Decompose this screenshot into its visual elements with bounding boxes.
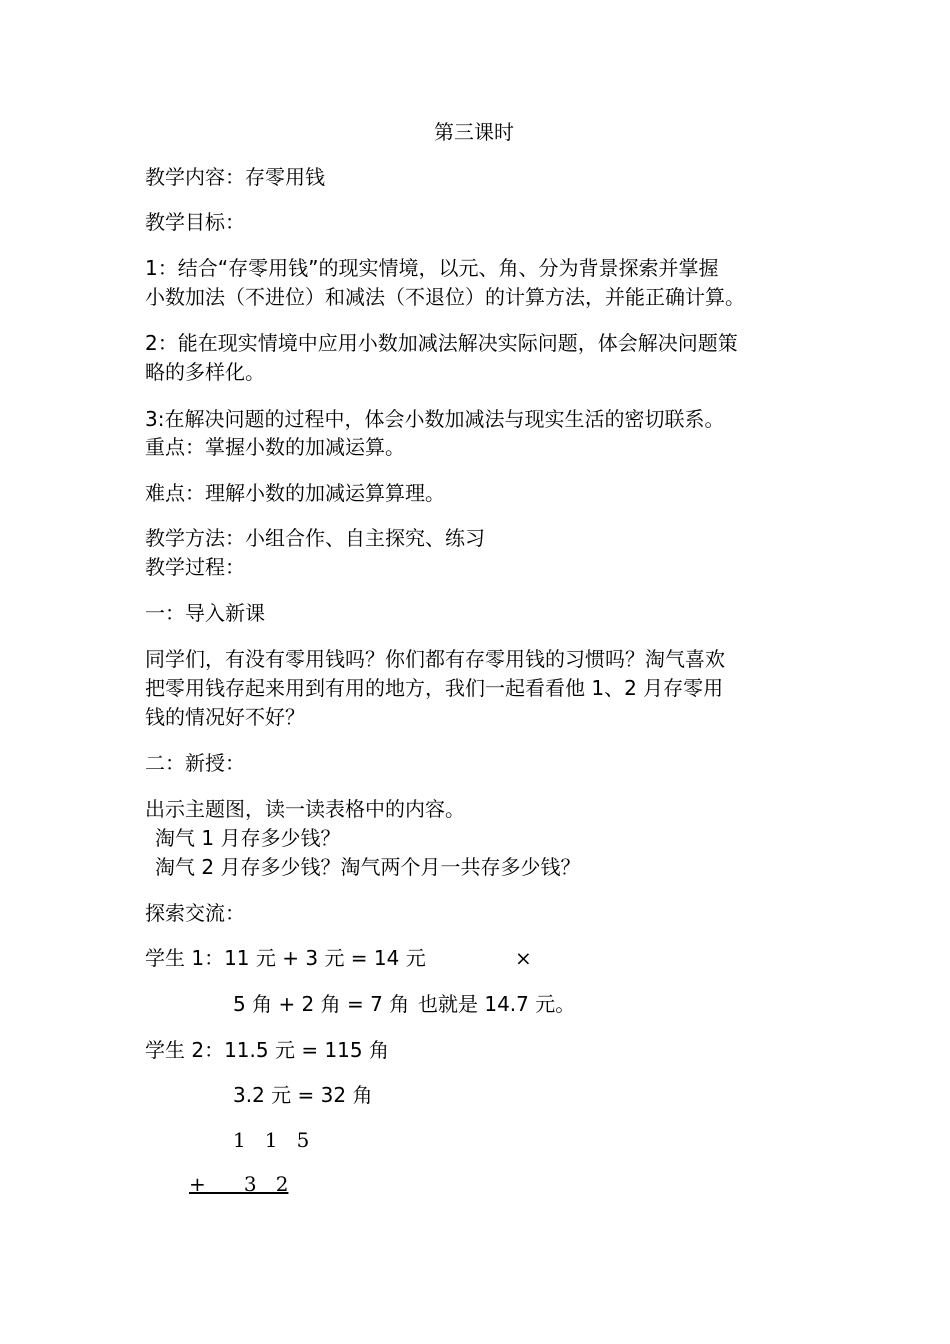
goal-2-line-2: 略的多样化。 — [145, 360, 265, 384]
teaching-method: 教学方法：小组合作、自主探究、练习 — [145, 526, 485, 550]
difficulty: 难点：理解小数的加减运算算理。 — [145, 481, 445, 505]
show-picture-text: 出示主题图，读一读表格中的内容。 — [145, 797, 465, 821]
section-1-heading: 一：导入新课 — [145, 601, 265, 625]
intro-line-2: 把零用钱存起来用到有用的地方，我们一起看看他 1、2 月存零用 — [145, 676, 724, 700]
teaching-content: 教学内容：存零用钱 — [145, 165, 325, 189]
explore-label: 探索交流： — [145, 901, 245, 925]
student-2-line-1: 学生 2：11.5 元 = 115 角 — [145, 1038, 389, 1062]
process-label: 教学过程： — [145, 555, 245, 579]
page-title: 第三课时 — [434, 120, 514, 144]
intro-line-3: 钱的情况好不好？ — [145, 705, 305, 729]
vertical-calc-top: 1 1 5 — [233, 1128, 310, 1152]
goal-3: 3:在解决问题的过程中，体会小数加减法与现实生活的密切联系。 — [145, 407, 725, 431]
goals-label: 教学目标： — [145, 210, 245, 234]
goal-1-line-1: 1：结合“存零用钱”的现实情境，以元、角、分为背景探索并掌握 — [145, 256, 719, 280]
goal-1-line-2: 小数加法（不进位）和减法（不退位）的计算方法，并能正确计算。 — [145, 285, 745, 309]
student-2-line-2: 3.2 元 = 32 角 — [233, 1083, 373, 1107]
key-point: 重点：掌握小数的加减运算。 — [145, 435, 405, 459]
question-1: 淘气 1 月存多少钱？ — [155, 826, 341, 850]
goal-2-line-1: 2：能在现实情境中应用小数加减法解决实际问题，体会解决问题策 — [145, 331, 738, 355]
vertical-calc-bottom: + 3 2 — [189, 1172, 289, 1196]
student-1-result: 也就是 14.7 元。 — [418, 992, 576, 1016]
question-2: 淘气 2 月存多少钱？淘气两个月一共存多少钱？ — [155, 855, 581, 879]
student-1-line-1: 学生 1：11 元 + 3 元 = 14 元 — [145, 946, 426, 970]
intro-line-1: 同学们，有没有零用钱吗？你们都有存零用钱的习惯吗？淘气喜欢 — [145, 647, 725, 671]
student-1-line-2: 5 角 + 2 角 = 7 角 — [233, 992, 410, 1016]
section-2-heading: 二：新授： — [145, 751, 245, 775]
wrong-mark: × — [515, 946, 532, 970]
